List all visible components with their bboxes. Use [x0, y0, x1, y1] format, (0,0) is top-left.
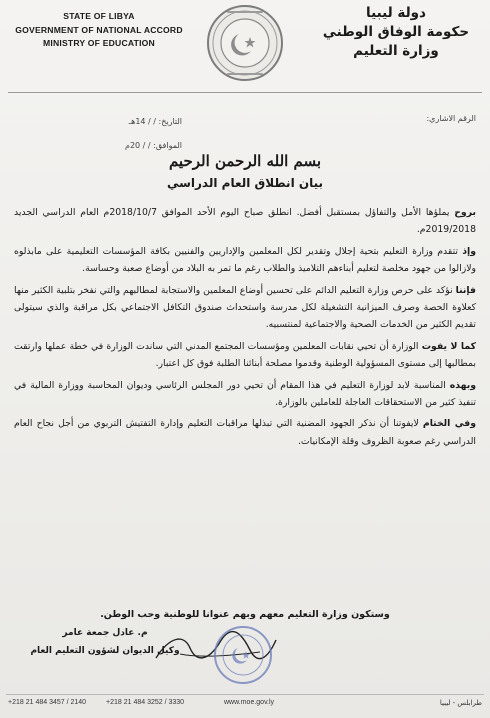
- signer-name: م. عادل جمعة عامر: [62, 628, 148, 638]
- fax-number: +218 21 484 3252 / 3330: [106, 699, 185, 706]
- paragraph-text: تتقدم وزارة التعليم بتحية إجلال وتقدير لكل المعلمين والإداريين والفنيين بكافة المؤسسات التعليمية على مابذلوه ولازالوا من جهود مخلصة لتعليم أبناءهم التلاميذ والطلاب رغم ما تمر به البلاد من أوضاع صعبة وحساسة.: [14, 245, 476, 275]
- gregorian-date: الموافق: / / 20م: [125, 141, 182, 150]
- libya-emblem-icon: [205, 3, 285, 83]
- statement-body: [14, 204, 476, 454]
- letterhead-en-line: STATE OF LIBYA: [63, 11, 135, 21]
- letterhead-ar-line: وزارة التعليم: [353, 43, 439, 59]
- paragraph-text: نؤكد على حرص وزارة التعليم الدائم على تحسين أوضاع المعلمين والاستجابة لمطالبهم والتي نفخر بتلبية الكثير منها كعلاوة الحصة وصرف الميزانية التشغيلة لكل مدرسة واستحداث صندوق التكافل الاجتماعي بكل مراقبة والذي سيتولى تقديم الكثير من الخدمات الصحية والاجتماعية لمنتسبيه.: [14, 284, 476, 331]
- letterhead-en-line: MINISTRY OF EDUCATION: [43, 38, 155, 48]
- paragraph: [14, 377, 476, 412]
- paragraph-lead: بروح: [454, 207, 476, 218]
- reference-number: الرقم الاشاري:: [426, 114, 476, 123]
- signer-title: وكيل الديوان لشؤون التعليم العام: [30, 646, 180, 656]
- basmala: بسم الله الرحمن الرحيم: [168, 152, 322, 170]
- official-stamp-icon: [212, 624, 274, 686]
- letterhead-en-line: GOVERNMENT OF NATIONAL ACCORD: [15, 24, 183, 35]
- paragraph: [14, 282, 476, 334]
- letterhead-ar-line: دولة ليبيا: [366, 5, 426, 21]
- paragraph-lead: وبهذه: [449, 379, 476, 391]
- paragraph-lead: فإننا: [455, 284, 476, 296]
- paragraph-lead: وإذ: [462, 245, 476, 257]
- header-divider: [8, 92, 482, 93]
- paragraph-text: يملؤها الأمل والتفاؤل بمستقبل أفضل. انطلق صباح اليوم الأحد الموافق 2018/10/7م العام الدراسي الجديد 2019/2018م.: [14, 207, 476, 236]
- letterhead-ar-line: حكومة الوفاق الوطني: [322, 24, 470, 40]
- paragraph: [14, 415, 476, 450]
- website-link[interactable]: www.moe.gov.ly: [224, 699, 275, 706]
- paragraph-lead: كما لا يفوت: [421, 340, 477, 352]
- address: طرابلس - ليبيا: [439, 699, 482, 707]
- paragraph-text: الوزارة أن تحيي نقابات المعلمين ومؤسسات المجتمع المدني التي ساندت الوزارة في خطة عملها وارتقت بمطالبها إلى مستوى المسؤولية الوطنية وقدموا مصلحة أبنائنا الطلبة فوق كل اعتبار.: [14, 340, 476, 370]
- phone-number: +218 21 484 3457 / 2140: [8, 699, 87, 706]
- statement-title: بيان انطلاق العام الدراسي: [166, 176, 324, 190]
- english-letterhead: [14, 10, 184, 51]
- arabic-letterhead: [316, 4, 476, 61]
- hijri-date: التاريخ: / / 14هـ: [128, 117, 182, 126]
- paragraph: [14, 338, 476, 373]
- date-fields: [22, 110, 182, 158]
- signer-block: [30, 624, 180, 660]
- paragraph-lead: وفي الختام: [422, 418, 476, 430]
- paragraph-text: المناسبة لابد لوزارة التعليم في هذا المقام أن تحيي دور المجلس الرئاسي وديوان المحاسبة ووزارة المالية في تنفيذ كثير من الاستحقاقات العاجلة للعاملين بالوزارة.: [14, 379, 476, 409]
- paragraph: [14, 204, 476, 239]
- paragraph: [14, 243, 476, 278]
- closing-line: وستكون وزارة التعليم معهم وبهم عنوانا للوطنية وحب الوطن.: [100, 609, 390, 620]
- letter-footer: [6, 694, 484, 711]
- paragraph-text: لايفوتنا أن نذكر الجهود المضنية التي تبذلها مراقبات التعليم وإدارة التفتيش التربوي من أجل نجاح العام الدراسي رغم صعوبة الظروف وقلة الإمكانيات.: [14, 418, 476, 447]
